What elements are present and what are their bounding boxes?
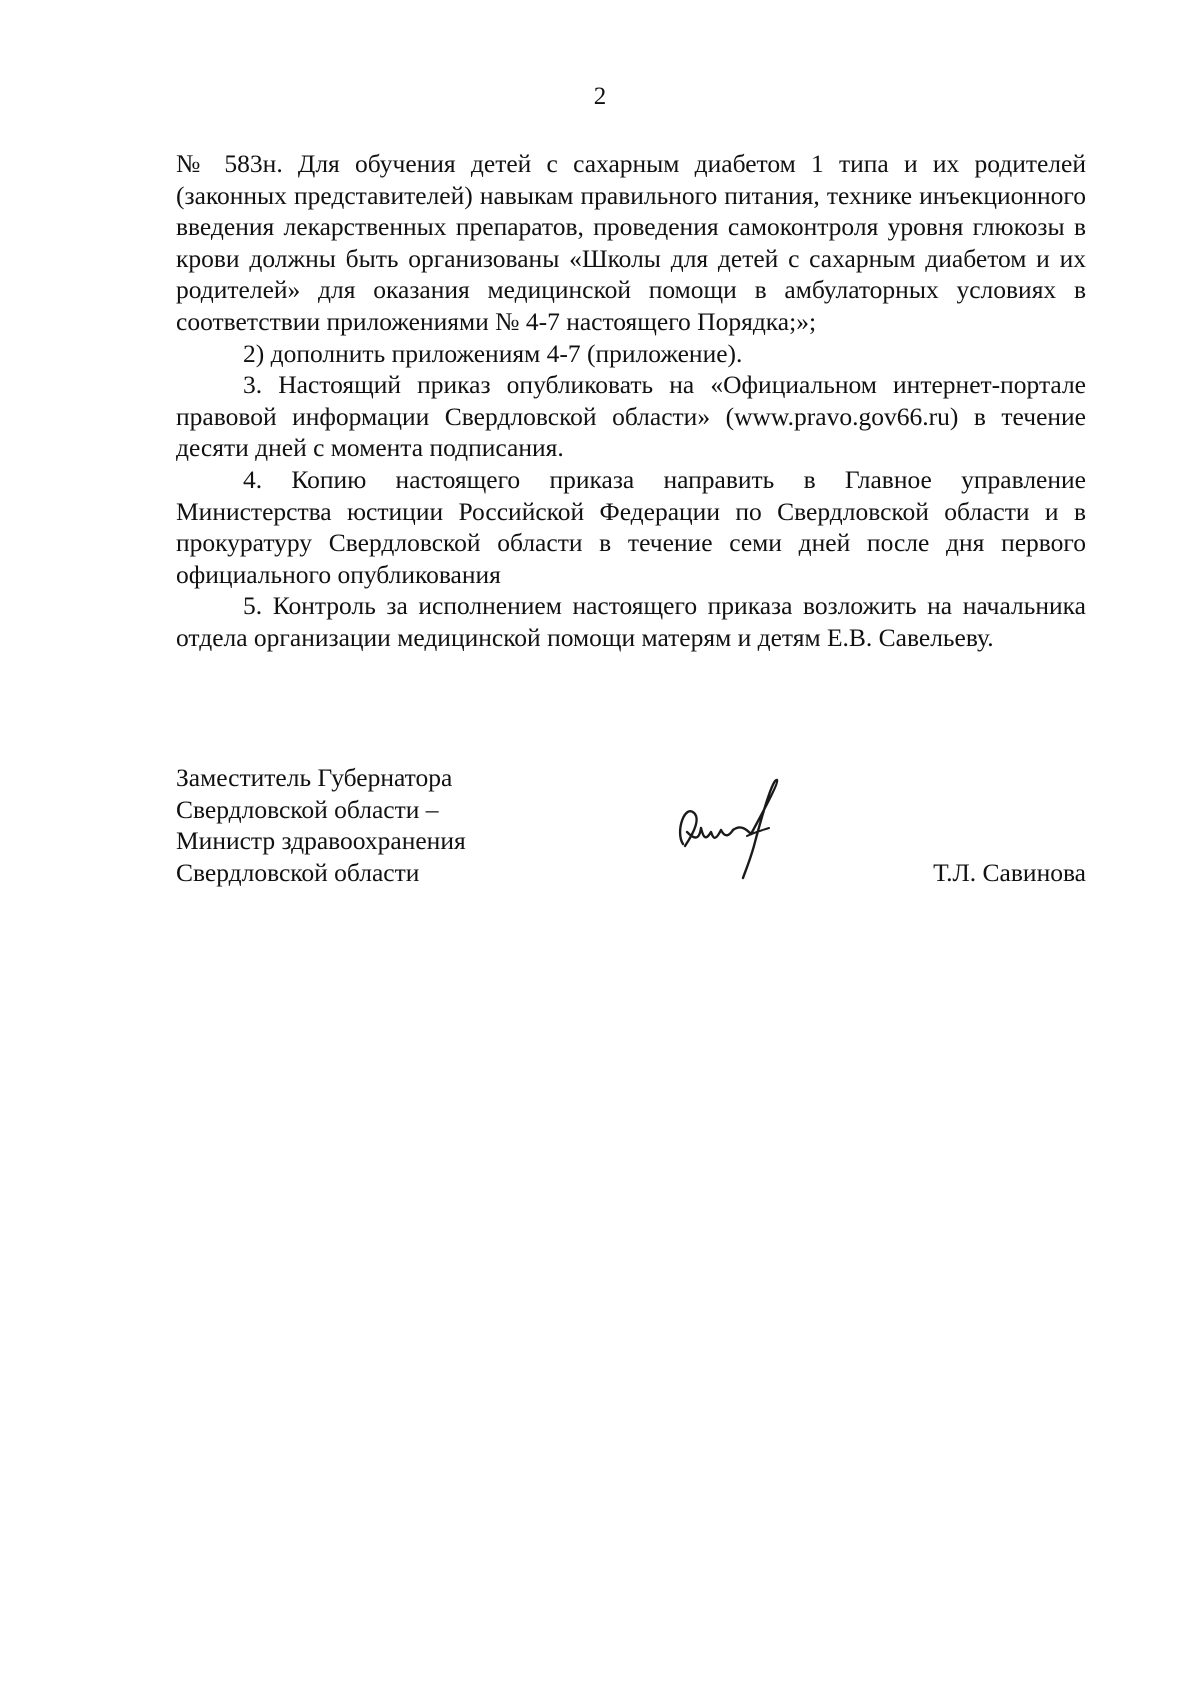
page-number: 2	[593, 83, 607, 110]
signatory-name: Т.Л. Савинова	[933, 858, 1086, 887]
document-body	[176, 148, 1086, 654]
paragraph-item-3: 3. Настоящий приказ опубликовать на «Официальном интернет-портале правовой информации Свердловской области» (www.pravo.gov66.ru) в течение десяти дней с момента подписания.	[176, 370, 1086, 463]
signature-block	[176, 762, 1086, 902]
paragraph-continuation: № 583н. Для обучения детей с сахарным диабетом 1 типа и их родителей (законных представителей) навыкам правильного питания, технике инъекционного введения лекарственных препаратов, проведения самоконтроля уровня глюкозы в крови должны быть организованы «Школы для детей с сахарным диабетом и их родителей» для оказания медицинской помощи в амбулаторных условиях в соответствии приложениями № 4-7 настоящего Порядка;»;	[176, 149, 1086, 336]
handwritten-signature	[671, 772, 801, 882]
signatory-title-line: Свердловской области –	[176, 794, 439, 824]
paragraph-item-5: 5. Контроль за исполнением настоящего приказа возложить на начальника отдела организации медицинской помощи матерям и детям Е.В. Савельеву.	[176, 591, 1086, 652]
signatory-title	[176, 762, 466, 888]
paragraph-item-4: 4. Копию настоящего приказа направить в Главное управление Министерства юстиции Российской Федерации по Свердловской области и в прокуратуру Свердловской области в течение семи дней после дня первого официального опубликования	[176, 464, 1086, 589]
signatory-title-line: Министр здравоохранения	[176, 826, 466, 856]
signatory-title-line: Свердловской области	[176, 857, 420, 887]
signatory-title-line: Заместитель Губернатора	[176, 763, 453, 792]
paragraph-item-2: 2) дополнить приложениям 4-7 (приложение).	[243, 338, 743, 368]
